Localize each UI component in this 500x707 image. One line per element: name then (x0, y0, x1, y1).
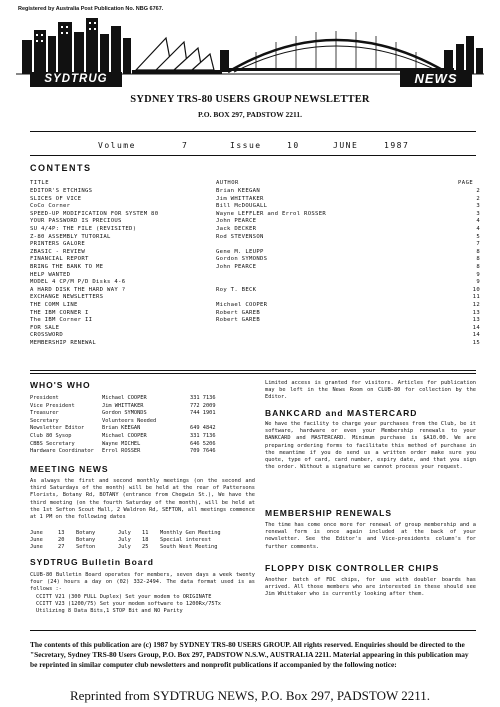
bulletin-line-1: CCITT V21 (300 FULL Duplex) Set your modem to ORIGINATE (36, 594, 212, 600)
whos-who-phone: 331 7136 (190, 395, 216, 401)
whos-who-row (30, 425, 255, 433)
contents-row (30, 340, 480, 348)
registration-notice: Registered by Australia Post Publication No. NBG 6767. (18, 6, 164, 12)
floppy-heading: FLOPPY DISK CONTROLLER CHIPS (265, 563, 440, 573)
meeting-dates (30, 530, 255, 552)
bankcard-heading: BANKCARD and MASTERCARD (265, 408, 418, 418)
contents-title: EXCHANGE NEWSLETTERS (30, 294, 104, 301)
whos-who-row (30, 395, 255, 403)
contents-title: MEMBERSHIP RENEWAL (30, 339, 97, 346)
contents-page: 2 (476, 188, 480, 194)
volume-label: Volume (98, 141, 136, 150)
meeting-date-n1: 20 (58, 537, 65, 544)
whos-who-role: CBBS Secretary (30, 440, 75, 447)
bankcard-text: We have the facility to charge your purchases from the Club, be it software, hardware or even your Membership renewals to your BANKCARD and MASTERCARD. Minimum purchase is $A10.00. We are preparing ordering forms to facilitate this method of purchase in the meantime if you do send us a written order make sure you quote, type of card, card number, expiry date, and that you sign the order. Without a signature we cannot process your request. (265, 421, 476, 471)
whos-who-name: Brian KEEGAN (102, 425, 141, 432)
whos-who-name: Errol ROSSER (102, 448, 141, 455)
meeting-date-p1: Sefton (76, 544, 96, 551)
contents-heading: CONTENTS (30, 163, 92, 173)
whos-who-role: President (30, 395, 59, 401)
issue-label: Issue (230, 141, 262, 150)
whos-who-name: Gordon SYMONDS (102, 410, 147, 417)
whos-who-row (30, 418, 255, 426)
meeting-date-n2: 18 (142, 537, 149, 544)
contents-page: 4 (476, 218, 480, 225)
rule-footer (30, 630, 476, 631)
contents-row (30, 256, 480, 264)
whos-who-name: Wayne MICHEL (102, 440, 141, 447)
whos-who-row (30, 441, 255, 449)
contents-row (30, 218, 480, 226)
bulletin-line-3: Utilizing 8 Data Bits,1 STOP Bit and NO Parity (36, 608, 183, 614)
whos-who-row (30, 448, 255, 456)
contents-row (30, 211, 480, 219)
whos-who-phone: 649 4842 (190, 425, 216, 432)
meeting-date-d2: July (118, 544, 131, 551)
masthead (16, 14, 484, 90)
contents-author: Bill McDOUGALL (216, 203, 268, 210)
contents-title: SLICES OF VICE (30, 195, 82, 202)
meeting-news-text: As always the first and second monthly meetings (on the second and third Saturdays of the month) will be held at the rear of Pattersons Florists, Botany Rd, BOTANY (entrance from Chegwin St.), We have the third meeting (on the fourth Saturday of the month), will be held at the 1st Sefton Scout Hall, 2 Waldron Rd, SEFTON, all meetings commence at 1 PM on the following dates (30, 478, 255, 521)
rule-contents (30, 370, 476, 371)
meeting-date-desc: South West Meeting (160, 544, 218, 551)
contents-page: 2 (476, 195, 480, 202)
contents-row (30, 234, 480, 242)
contents-title: EDITOR'S ETCHINGS (30, 188, 93, 194)
contents-title: BRING THE BANK TO ME (30, 263, 104, 270)
contents-page: 3 (476, 203, 480, 210)
contents-page: 7 (476, 241, 480, 248)
issue-number: 10 (287, 141, 300, 150)
banner-sydtrug: SYDTRUG (30, 72, 122, 87)
issue-year: 1987 (384, 141, 410, 150)
contents-row (30, 188, 480, 196)
whos-who-phone: 331 7136 (190, 432, 216, 439)
contents-author: Michael COOPER (216, 301, 268, 308)
whos-who-table (30, 395, 255, 456)
meeting-date-n1: 13 (58, 530, 65, 536)
meeting-date-p1: Botany (76, 537, 96, 544)
contents-row (30, 264, 480, 272)
contents-row (30, 272, 480, 280)
contents-author: Gene M. LEUPP (216, 248, 264, 255)
bulletin-line-2: CCITT V23 (1200/75) Set your modem software to 1200Rx/75Tx (36, 601, 221, 607)
contents-col-page: PAGE (458, 180, 474, 186)
contents-title: The IBM Corner II (30, 317, 93, 324)
contents-title: ZBASIC - REVIEW (30, 248, 86, 255)
contents-page: 3 (476, 210, 480, 217)
banner-news: NEWS (400, 70, 472, 87)
contents-title: A HARD DISK THE HARD WAY ? (30, 286, 126, 293)
contents-author: Robert GAREB (216, 317, 261, 324)
contents-row (30, 310, 480, 318)
contents-title: CROSSWORD (30, 332, 64, 339)
contents-title: HELP WANTED (30, 271, 71, 278)
whos-who-role: Secretary (30, 417, 59, 424)
contents-author: John PEARCE (216, 263, 257, 270)
contents-author: John PEARCE (216, 218, 257, 225)
contents-author: Robert GAREB (216, 309, 261, 316)
whos-who-role: Treasurer (30, 410, 59, 417)
contents-page: 12 (472, 301, 480, 308)
whos-who-row (30, 433, 255, 441)
contents-page: 13 (472, 309, 480, 316)
contents-page: 10 (472, 286, 480, 293)
membership-text: The time has come once more for renewal of group membership and a renewal form is once again included at the back of your newsletter. See the Editor's and Vice-presidents column's for further comments. (265, 522, 476, 550)
contents-row (30, 279, 480, 287)
contents-row (30, 287, 480, 295)
contents-page: 5 (476, 233, 480, 240)
meeting-date-p1: Botany (76, 530, 96, 536)
contents-page: 13 (472, 317, 480, 324)
contents-row (30, 203, 480, 211)
rule-top (30, 131, 476, 132)
whos-who-name: Michael COOPER (102, 395, 147, 401)
contents-author: Rod STEVENSON (216, 233, 264, 240)
whos-who-role: Club 80 Sysop (30, 432, 72, 439)
whos-who-phone: 709 7646 (190, 448, 216, 455)
meeting-news-heading: MEETING NEWS (30, 464, 109, 474)
meeting-date-d1: June (30, 530, 43, 536)
meeting-date-d1: June (30, 537, 43, 544)
contents-page: 4 (476, 225, 480, 232)
whos-who-row (30, 410, 255, 418)
contents-title: PRINTERS GALORE (30, 241, 86, 248)
contents-title: FINANCIAL REPORT (30, 256, 89, 263)
meeting-date-n2: 11 (142, 530, 149, 536)
contents-title: SU 4/4P: THE FILE (REVISITED) (30, 225, 137, 232)
contents-row (30, 241, 480, 249)
bulletin-board-heading: SYDTRUG Bulletin Board (30, 557, 155, 567)
whos-who-phone: 744 1901 (190, 410, 216, 417)
meeting-date-desc: Special interest (160, 537, 212, 544)
contents-list (30, 188, 480, 347)
whos-who-phone: 646 5206 (190, 440, 216, 447)
contents-page: 9 (476, 271, 480, 278)
contents-title: YOUR PASSWORD IS PRECIOUS (30, 218, 122, 225)
contents-row (30, 325, 480, 333)
contents-col-title: TITLE (30, 180, 50, 186)
meeting-date-desc: Monthly Gen Meeting (160, 530, 221, 536)
whos-who-role: Hardware Coordinator (30, 448, 94, 455)
meeting-date-n1: 27 (58, 544, 65, 551)
floppy-text: Another batch of FDC chips, for use with doubler boards has arrived. All those members who are interested in these should see Jim Whittaker who is currently looking after them. (265, 577, 476, 598)
contents-row (30, 317, 480, 325)
bulletin-board-text: CLUB-80 Bulletin Board operates for members, seven days a week twenty four (24) hours a day on (02) 332-2494. The data format used is as follows :- (30, 572, 255, 593)
meeting-date-d2: July (118, 537, 131, 544)
volume-number: 7 (182, 141, 189, 150)
contents-row (30, 294, 480, 302)
issue-month: JUNE (333, 141, 359, 150)
meeting-date-row (30, 544, 255, 551)
contents-title: THE COMM LINE (30, 301, 78, 308)
rule-contents-2 (30, 373, 476, 374)
contents-author: Jack DECKER (216, 225, 257, 232)
contents-page: 9 (476, 279, 480, 286)
contents-title: Z-80 ASSEMBLY TUTORIAL (30, 233, 111, 240)
whos-who-role: Vice President (30, 402, 75, 409)
contents-author: Brian KEEGAN (216, 188, 261, 194)
contents-title: MODEL 4 CP/M P/D Disks 4-6 (30, 279, 126, 286)
newsletter-address: P.O. BOX 297, PADSTOW 2211. (198, 110, 302, 119)
contents-row (30, 196, 480, 204)
whos-who-heading: WHO'S WHO (30, 380, 91, 390)
contents-title: CoCo Corner (30, 203, 71, 210)
copyright-notice: The contents of this publication are (c) 1987 by SYDNEY TRS-80 USERS GROUP. All rights reserved. Enquiries should be directed to the "Secretary, Sydney TRS-80 Users Group, P.O. Box 297, PADSTOW N.S.W., AUSTRALIA 2211. Material appearing in this publication may be reprinted in similar computer club newsletters and nonprofit publications if accompanied by the following notice: (30, 640, 469, 669)
contents-title: FOR SALE (30, 324, 60, 331)
whos-who-role: Newsletter Editor (30, 425, 85, 432)
contents-page: 11 (472, 294, 480, 301)
contents-page: 8 (476, 263, 480, 270)
whos-who-row (30, 403, 255, 411)
contents-row (30, 332, 480, 340)
contents-col-author: AUTHOR (216, 180, 239, 186)
contents-row (30, 226, 480, 234)
whos-who-name: Volunteers Needed (102, 417, 157, 424)
meeting-date-d2: July (118, 530, 131, 536)
contents-author: Roy T. BECK (216, 286, 257, 293)
rule-issue (30, 155, 476, 156)
contents-author: Gordon SYMONDS (216, 256, 268, 263)
contents-title: SPEED-UP MODIFICATION FOR SYSTEM 80 (30, 210, 159, 217)
contents-row (30, 302, 480, 310)
membership-heading: MEMBERSHIP RENEWALS (265, 508, 392, 518)
whos-who-name: Michael COOPER (102, 432, 147, 439)
contents-page: 8 (476, 248, 480, 255)
meeting-date-n2: 25 (142, 544, 149, 551)
contents-title: THE IBM CORNER I (30, 309, 89, 316)
contents-page: 14 (472, 324, 480, 331)
contents-page: 8 (476, 256, 480, 263)
whos-who-name: Jim WHITTAKER (102, 402, 144, 409)
whos-who-phone: 772 2009 (190, 402, 216, 409)
contents-author: Jim WHITTAKER (216, 195, 264, 202)
contents-page: 14 (472, 332, 480, 339)
contents-row (30, 249, 480, 257)
contents-page: 15 (472, 339, 480, 346)
meeting-date-d1: June (30, 544, 43, 551)
newsletter-title: SYDNEY TRS-80 USERS GROUP NEWSLETTER (130, 94, 370, 105)
limited-access-text: Limited access is granted for visitors. Articles for publication may be left in the News Room on CLUB-80 for collection by the Editor. (265, 380, 476, 401)
reprint-notice: Reprinted from SYDTRUG NEWS, P.O. Box 297, PADSTOW 2211. (69, 688, 431, 703)
contents-author: Wayne LEFFLER and Errol ROSSER (216, 210, 327, 217)
meeting-date-row (30, 530, 255, 537)
meeting-date-row (30, 537, 255, 544)
